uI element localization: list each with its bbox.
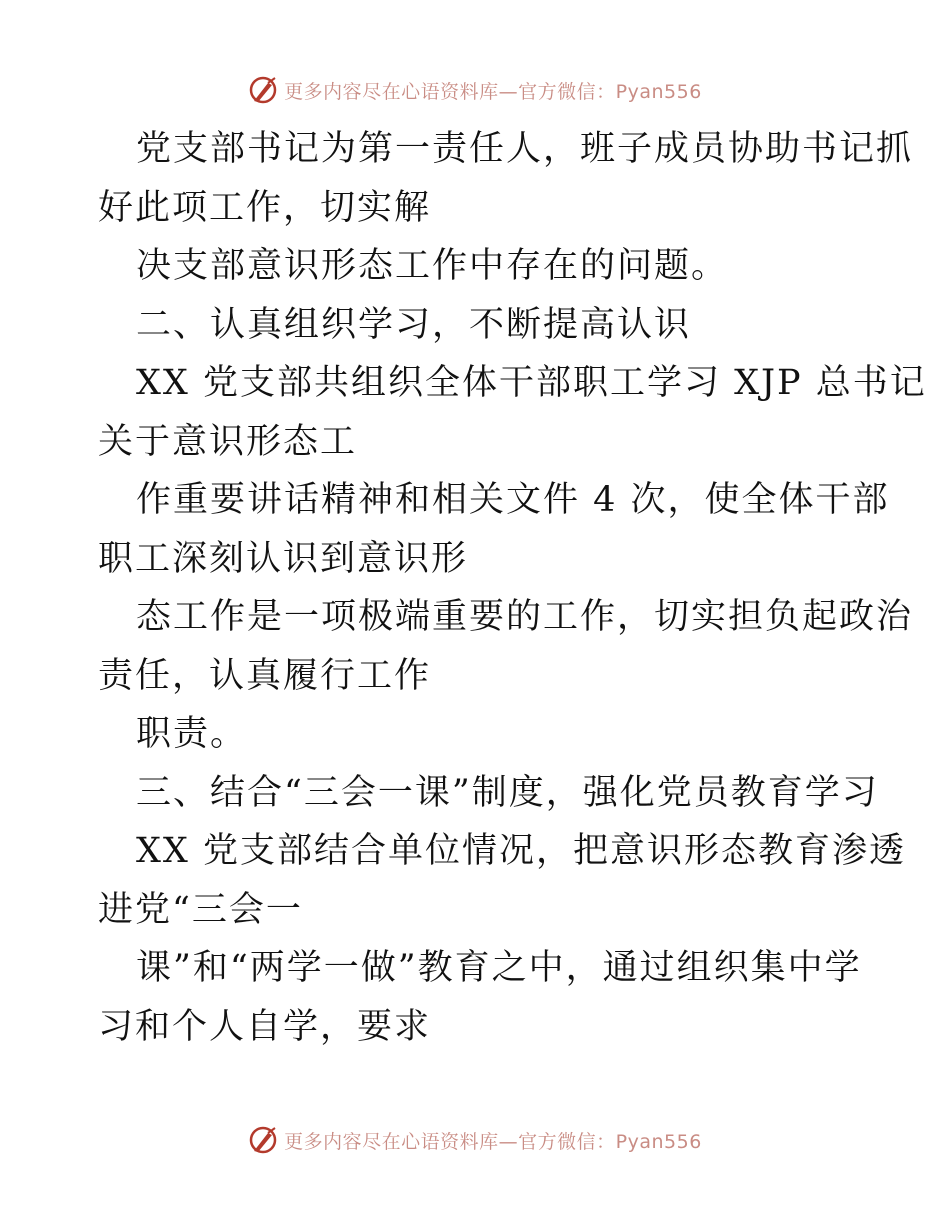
body-line: 关于意识形态工 xyxy=(98,421,358,462)
body-line: 习和个人自学，要求 xyxy=(98,1006,432,1047)
footer-watermark-banner xyxy=(0,1120,950,1160)
section-heading: 二、认真组织学习，不断提高认识 xyxy=(136,304,692,345)
section-heading: 三、结合“三会一课”制度，强化党员教育学习 xyxy=(136,772,879,813)
header-watermark-banner xyxy=(0,70,950,110)
body-line: 党支部书记为第一责任人，班子成员协助书记抓 xyxy=(136,129,914,169)
body-line: 课”和“两学一做”教育之中，通过组织集中学 xyxy=(136,948,862,988)
document-body xyxy=(98,120,927,1056)
body-line: 态工作是一项极端重要的工作，切实担负起政治 xyxy=(136,597,914,637)
body-line: 进党“三会一 xyxy=(98,889,303,930)
quill-pen-logo-icon xyxy=(248,75,278,105)
body-line: 职责。 xyxy=(136,714,248,754)
body-line: 职工深刻认识到意识形 xyxy=(98,538,469,579)
body-line: 好此项工作，切实解 xyxy=(98,187,432,228)
body-line: XX 党支部结合单位情况，把意识形态教育渗透 xyxy=(136,831,906,871)
quill-pen-logo-icon xyxy=(248,1125,278,1155)
body-line: 作重要讲话精神和相关文件 4 次，使全体干部 xyxy=(136,480,890,520)
body-line: 责任，认真履行工作 xyxy=(98,655,432,696)
footer-banner-text: 更多内容尽在心语资料库—官方微信：Pyan556 xyxy=(284,1130,702,1153)
body-line: 决支部意识形态工作中存在的问题。 xyxy=(136,246,729,286)
body-line: XX 党支部共组织全体干部职工学习 XJP 总书记 xyxy=(136,363,927,403)
header-banner-text: 更多内容尽在心语资料库—官方微信：Pyan556 xyxy=(284,80,702,103)
